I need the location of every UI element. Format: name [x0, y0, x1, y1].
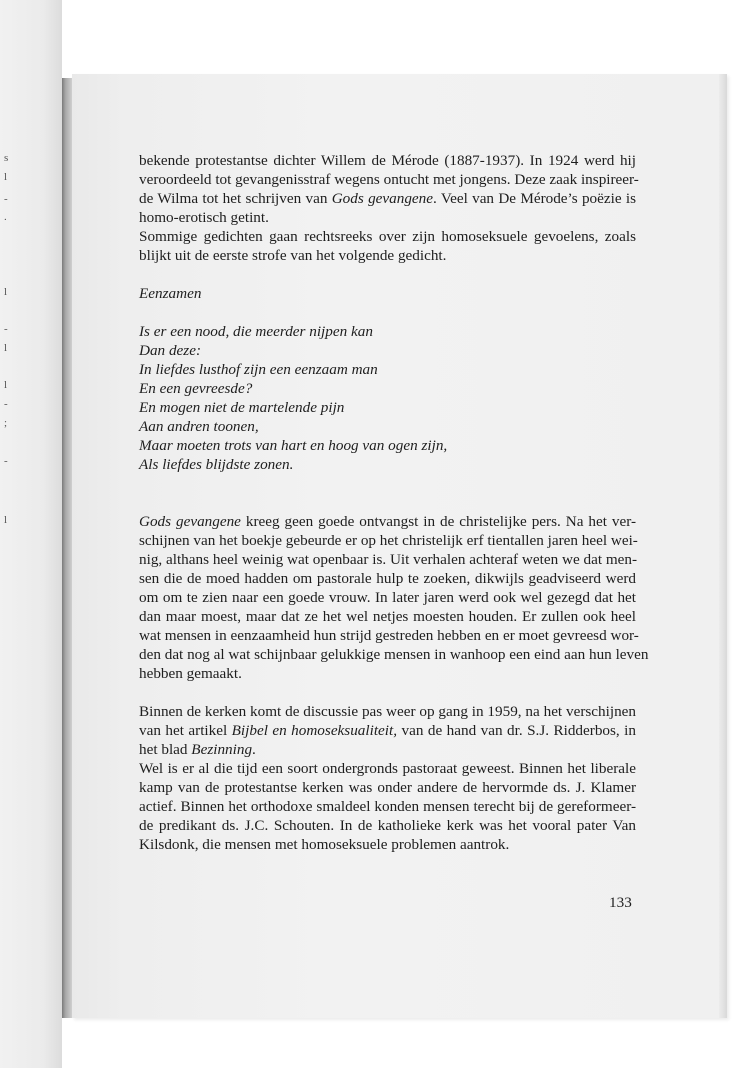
page-text — [139, 151, 649, 854]
text-line — [139, 189, 636, 208]
text-line — [139, 512, 636, 531]
page-number: 133 — [609, 894, 632, 911]
text-run: van de hand van dr. S.J. Ridderbos, in — [397, 722, 636, 739]
text-run: de Wilma tot het schrijven van — [139, 190, 332, 207]
previous-page-edge — [0, 0, 62, 1068]
text-line: Sommige gedichten gaan rechtsreeks over zijn homoseksuele gevoelens, zoals — [139, 228, 636, 245]
prev-page-mark: l — [4, 342, 8, 354]
text-line: schijnen van het boekje gebeurde er op het christelijk erf tientallen jaren heel wei- — [139, 532, 638, 549]
text-line — [139, 721, 636, 740]
prev-page-mark: l — [4, 171, 8, 183]
prev-page-mark: l — [4, 379, 8, 391]
prev-page-mark: ; — [4, 417, 8, 429]
text-run: het blad — [139, 741, 192, 758]
text-line: Kilsdonk, die mensen met homoseksuele problemen aantrok. — [139, 836, 510, 853]
text-line: homo-erotisch getint. — [139, 209, 269, 226]
text-line: Wel is er al die tijd een soort ondergronds pastoraat geweest. Binnen het liberale — [139, 760, 636, 777]
paragraph-2 — [139, 227, 636, 265]
poem-line: Maar moeten trots van hart en hoog van ogen zijn, — [139, 437, 448, 454]
book-page — [72, 74, 727, 1018]
text-line: nig, althans heel weinig wat openbaar is. Uit verhalen achteraf weten we dat men- — [139, 551, 638, 568]
article-title: Bijbel en homoseksualiteit, — [231, 722, 398, 739]
text-run: kreeg geen goede ontvangst in de christelijke pers. Na het ver- — [240, 513, 637, 530]
poem — [139, 322, 636, 474]
poem-line: En mogen niet de martelende pijn — [139, 399, 345, 416]
poem-line: In liefdes lusthof zijn een eenzaam man — [139, 361, 378, 378]
text-line: bekende protestantse dichter Willem de Mérode (1887-1937). In 1924 werd hij — [139, 152, 636, 169]
paragraph-5 — [139, 759, 636, 854]
text-line: de predikant ds. J.C. Schouten. In de katholieke kerk was het vooral pater Van — [139, 817, 636, 834]
prev-page-mark: - — [4, 455, 8, 467]
text-line: dan maar moest, maar dat ze het wel netjes moesten houden. Er zullen ook heel — [139, 608, 636, 625]
text-line: blijkt uit de eerste strofe van het volgende gedicht. — [139, 247, 447, 264]
text-line: hebben gemaakt. — [139, 665, 242, 682]
paragraph-4 — [139, 702, 636, 759]
text-run: . Veel van De Mérode’s poëzie is — [433, 190, 637, 207]
text-run: van het artikel — [139, 722, 232, 739]
text-line: veroordeeld tot gevangenisstraf wegens ontucht met jongens. Deze zaak inspireer- — [139, 171, 639, 188]
book-title: Gods gevangene — [331, 190, 434, 207]
poem-line: Als liefdes blijdste zonen. — [139, 456, 294, 473]
paragraph-1 — [139, 151, 639, 227]
text-line: Binnen de kerken komt de discussie pas weer op gang in 1959, na het verschijnen — [139, 703, 636, 720]
text-line: den dat nog al wat schijnbaar gelukkige mensen in wanhoop een eind aan hun leven — [139, 646, 649, 663]
prev-page-mark: . — [4, 211, 7, 223]
prev-page-mark: l — [4, 514, 8, 526]
paragraph-3 — [139, 512, 649, 683]
book-title: Gods gevangene — [139, 513, 241, 530]
prev-page-mark: l — [4, 286, 8, 298]
poem-line: Aan andren toonen, — [139, 418, 259, 435]
text-line — [139, 740, 636, 759]
text-run: . — [252, 741, 256, 758]
text-line: wat mensen in eenzaamheid hun strijd gestreden hebben en er moet gevreesd wor- — [139, 627, 639, 644]
prev-page-mark: s — [4, 152, 9, 164]
poem-line: En een gevreesde? — [139, 380, 253, 397]
prev-page-mark: - — [4, 398, 8, 410]
poem-line: Is er een nood, die meerder nijpen kan — [139, 323, 373, 340]
prev-page-mark: - — [4, 323, 8, 335]
poem-title: Eenzamen — [139, 285, 202, 302]
text-line: actief. Binnen het orthodoxe smaldeel konden mensen terecht bij de gereformeer- — [139, 798, 636, 815]
magazine-title: Bezinning — [191, 741, 253, 758]
page-edge — [719, 74, 727, 1018]
text-line: om om te zien naar een goede vrouw. In later jaren werd ook wel gezegd dat het — [139, 589, 636, 606]
book-spine-shadow — [62, 78, 72, 1018]
prev-page-mark: - — [4, 193, 8, 205]
poem-line: Dan deze: — [139, 342, 201, 359]
text-line: sen die de moed hadden om pastorale hulp te zoeken, dikwijls geadviseerd werd — [139, 570, 636, 587]
text-line: kamp van de protestantse kerken was onder andere de hervormde ds. J. Klamer — [139, 779, 636, 796]
